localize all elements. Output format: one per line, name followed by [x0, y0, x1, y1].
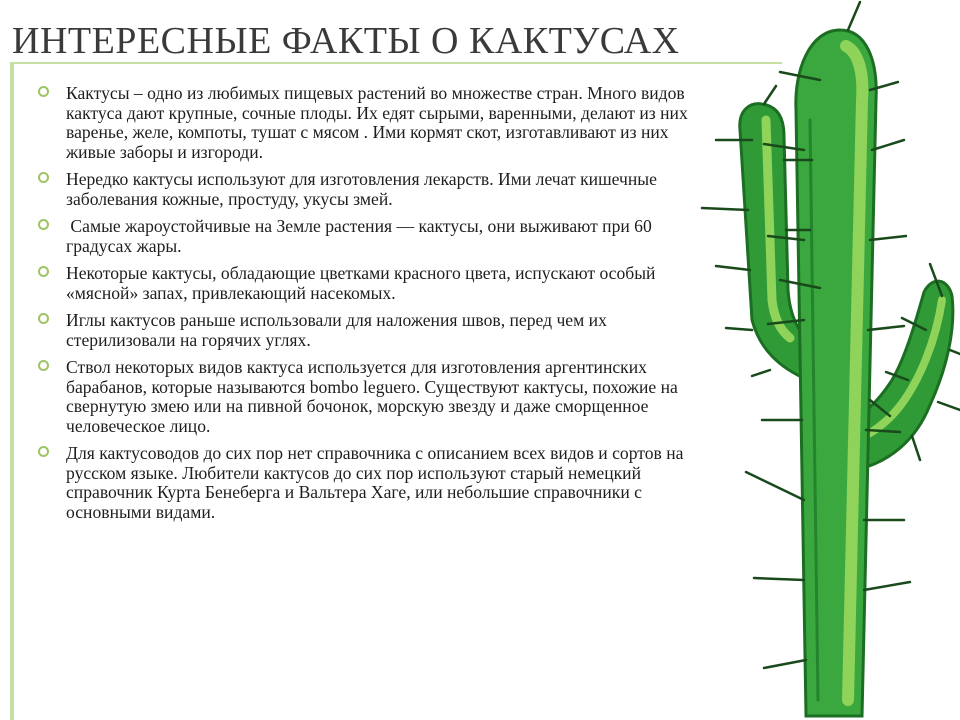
fact-text: Кактусы – одно из любимых пищевых растений во множестве стран. Много видов кактуса дают крупные, сочные плоды. Их едят сырыми, варенными, делают из них варенье, желе, компоты, тушат с мясом . Ими кормят скот, изготавливают из них живые заборы и изгороди. — [66, 83, 688, 162]
bullet-circle-icon — [38, 360, 49, 371]
cactus-body — [740, 30, 953, 716]
bullet-circle-icon — [38, 219, 49, 230]
fact-text: Нередко кактусы используют для изготовления лекарств. Ими лечат кишечные заболевания кожные, простуду, укусы змей. — [66, 169, 657, 209]
bullet-circle-icon — [38, 313, 49, 324]
fact-item — [38, 170, 692, 209]
bullet-circle-icon — [38, 172, 49, 183]
fact-text: Для кактусоводов до сих пор нет справочника с описанием всех видов и сортов на русском языке. Любители кактусов до сих пор используют старый немецкий справочник Курта Бенеберга и Вальтера Хаге, или небольшие справочники с основными видами. — [66, 443, 684, 522]
bullet-circle-icon — [38, 266, 49, 277]
fact-item — [38, 84, 692, 162]
fact-text: Некоторые кактусы, обладающие цветками красного цвета, испускают особый «мясной» запах, привлекающий насекомых. — [66, 263, 656, 303]
fact-item — [38, 444, 692, 522]
fact-item — [38, 311, 692, 350]
left-accent-rule — [10, 62, 14, 720]
facts-list — [38, 84, 692, 530]
cactus-illustration — [680, 0, 960, 720]
fact-text: Самые жароустойчивые на Земле растения — кактусы, они выживают при 60 градусах жары. — [66, 216, 657, 256]
fact-item — [38, 217, 692, 256]
fact-item — [38, 358, 692, 436]
bullet-circle-icon — [38, 446, 49, 457]
fact-text: Ствол некоторых видов кактуса используется для изготовления аргентинских барабанов, которые называются bombo leguero. Существуют кактусы, похожие на свернутую змею или на пивной бочонок, морскую звезду и даже сморщенное человеческое лицо. — [66, 357, 678, 436]
slide-title: ИНТЕРЕСНЫЕ ФАКТЫ О КАКТУСАХ — [12, 20, 680, 62]
fact-text: Иглы кактусов раньше использовали для наложения швов, перед чем их стерилизовали на горячих углях. — [66, 310, 607, 350]
bullet-circle-icon — [38, 86, 49, 97]
fact-item — [38, 264, 692, 303]
title-underline — [12, 62, 782, 64]
